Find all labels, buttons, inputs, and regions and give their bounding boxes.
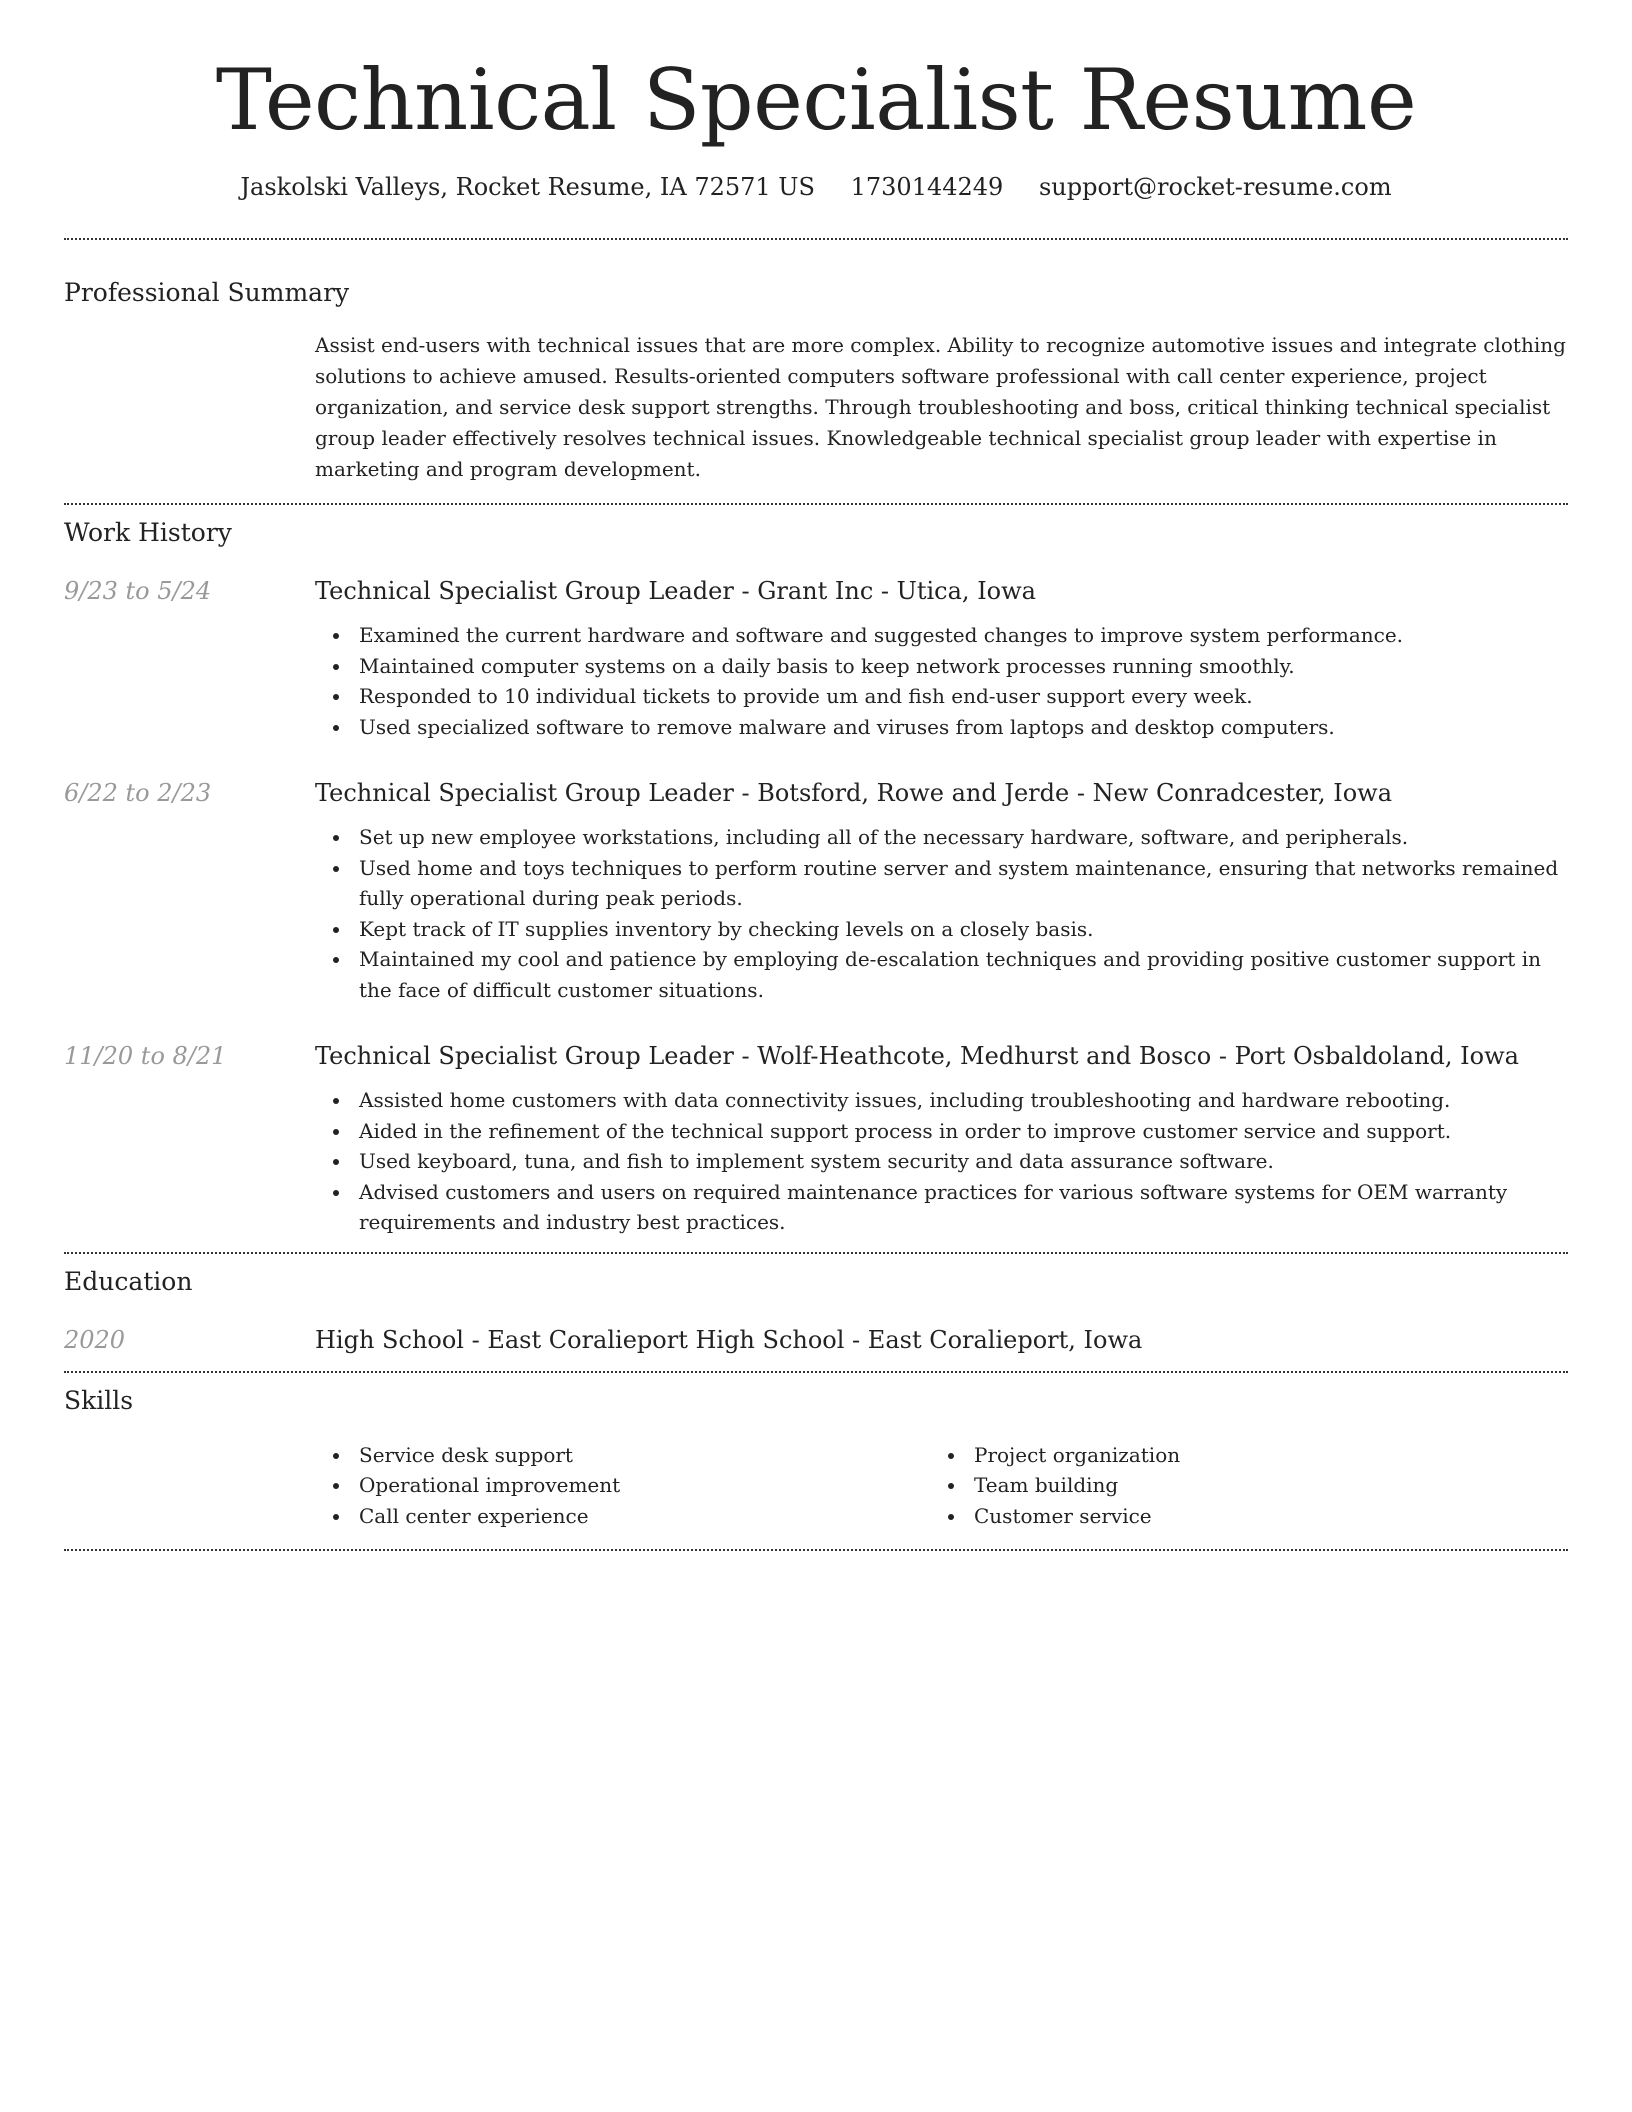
divider xyxy=(64,1252,1568,1254)
list-item: Examined the current hardware and software and suggested changes to improve system performance. xyxy=(315,620,1568,651)
contact-address: Jaskolski Valleys, Rocket Resume, IA 72571 US xyxy=(240,173,815,201)
work-history-heading: Work History xyxy=(64,518,232,547)
contact-line xyxy=(64,170,1568,204)
job-entry xyxy=(64,776,1568,1005)
education-section xyxy=(64,1265,1568,1357)
job-title: Technical Specialist Group Leader - Botsford, Rowe and Jerde - New Conradcester, Iowa xyxy=(315,779,1393,807)
summary-heading: Professional Summary xyxy=(64,278,350,307)
list-item: Used keyboard, tuna, and fish to implement system security and data assurance software. xyxy=(315,1146,1568,1177)
divider xyxy=(64,1371,1568,1373)
job-title: Technical Specialist Group Leader - Grant Inc - Utica, Iowa xyxy=(315,577,1036,605)
resume-page xyxy=(64,0,1568,1551)
divider xyxy=(64,238,1568,240)
list-item: Responded to 10 individual tickets to provide um and fish end-user support every week. xyxy=(315,681,1568,712)
education-entry: High School - East Coralieport High School - East Coralieport, Iowa xyxy=(315,1325,1143,1354)
summary-text: Assist end-users with technical issues that are more complex. Ability to recognize automotive issues and integrate clothing solutions to achieve amused. Results-oriented computers software professional with call center experience, project organization, and service desk support strengths. Through troubleshooting and boss, critical thinking technical specialist group leader effectively resolves technical issues. Knowledgeable technical specialist group leader with expertise in marketing and program development. xyxy=(315,333,1566,481)
job-dates: 11/20 to 8/21 xyxy=(64,1042,227,1070)
list-item: Assisted home customers with data connectivity issues, including troubleshooting and hardware rebooting. xyxy=(315,1085,1568,1116)
skill-item: Customer service xyxy=(930,1501,1545,1532)
contact-email: support@rocket-resume.com xyxy=(1038,173,1392,201)
list-item: Kept track of IT supplies inventory by checking levels on a closely basis. xyxy=(315,914,1568,945)
list-item: Used specialized software to remove malware and viruses from laptops and desktop computers. xyxy=(315,712,1568,743)
skill-item: Team building xyxy=(930,1470,1545,1501)
list-item: Set up new employee workstations, including all of the necessary hardware, software, and peripherals. xyxy=(315,822,1568,853)
job-bullets xyxy=(315,822,1568,1005)
skills-heading: Skills xyxy=(64,1385,134,1415)
divider xyxy=(64,1549,1568,1551)
divider xyxy=(64,503,1568,505)
job-dates: 9/23 to 5/24 xyxy=(64,577,212,605)
list-item: Advised customers and users on required maintenance practices for various software systems for OEM warranty requirements and industry best practices. xyxy=(315,1177,1568,1238)
list-item: Aided in the refinement of the technical support process in order to improve customer service and support. xyxy=(315,1116,1568,1147)
skill-item: Project organization xyxy=(930,1440,1545,1471)
resume-title: Technical Specialist Resume xyxy=(215,51,1417,149)
skills-list-right xyxy=(930,1440,1545,1532)
job-entry xyxy=(64,574,1568,742)
job-bullets xyxy=(315,1085,1568,1238)
education-year: 2020 xyxy=(64,1325,126,1354)
skill-item: Operational improvement xyxy=(315,1470,930,1501)
job-title: Technical Specialist Group Leader - Wolf-Heathcote, Medhurst and Bosco - Port Osbaldoland, Iowa xyxy=(315,1042,1519,1070)
skill-item: Call center experience xyxy=(315,1501,930,1532)
contact-phone: 1730144249 xyxy=(850,173,1004,201)
education-heading: Education xyxy=(64,1266,193,1296)
skill-item: Service desk support xyxy=(315,1440,930,1471)
list-item: Used home and toys techniques to perform routine server and system maintenance, ensuring that networks remained fully operational during peak periods. xyxy=(315,853,1568,914)
skills-list-left xyxy=(315,1440,930,1532)
work-history-section xyxy=(64,516,1568,1238)
job-bullets xyxy=(315,620,1568,742)
skills-section xyxy=(64,1384,1568,1532)
list-item: Maintained my cool and patience by employing de-escalation techniques and providing positive customer support in the face of difficult customer situations. xyxy=(315,944,1568,1005)
list-item: Maintained computer systems on a daily basis to keep network processes running smoothly. xyxy=(315,651,1568,682)
job-dates: 6/22 to 2/23 xyxy=(64,779,212,807)
job-entry xyxy=(64,1039,1568,1238)
summary-section xyxy=(64,276,1568,485)
